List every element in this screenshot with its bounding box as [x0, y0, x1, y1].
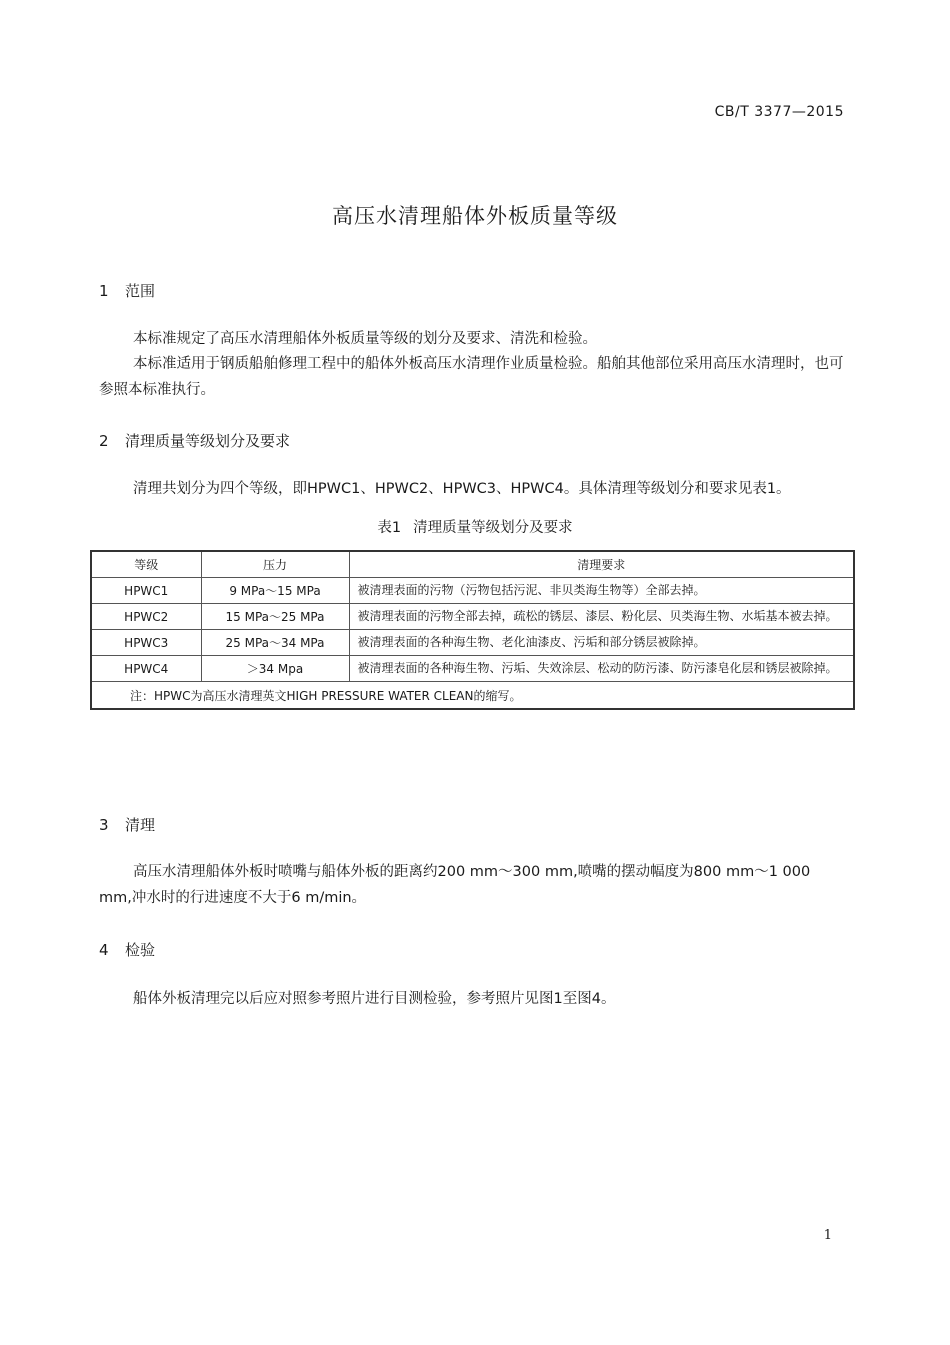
- standard-code: CB/T 3377—2015: [714, 104, 844, 120]
- pressure-cell: ＞34 Mpa: [201, 656, 349, 682]
- header-requirement: 清理要求: [349, 551, 854, 578]
- grade-cell: HPWC2: [91, 604, 201, 630]
- section-title: 范围: [125, 282, 156, 300]
- section-1-heading: [99, 280, 155, 301]
- section-2-heading: [99, 430, 290, 451]
- table-1-caption: [0, 516, 950, 537]
- section-title: 清理质量等级划分及要求: [125, 432, 291, 450]
- section-3-heading: [99, 814, 155, 835]
- section-1-paragraph-2: 本标准适用于钢质船舶修理工程中的船体外板高压水清理作业质量检验。船舶其他部位采用高压水清理时，也可参照本标准执行。: [99, 356, 844, 398]
- section-title: 清理: [125, 816, 156, 834]
- pressure-cell: 15 MPa～25 MPa: [201, 604, 349, 630]
- section-number: 3: [99, 816, 109, 834]
- table-header-row: [91, 551, 854, 578]
- section-number: 4: [99, 941, 109, 959]
- requirement-cell: 被清理表面的各种海生物、老化油漆皮、污垢和部分锈层被除掉。: [349, 630, 854, 656]
- requirement-cell: 被清理表面的各种海生物、污垢、失效涂层、松动的防污漆、防污漆皂化层和锈层被除掉。: [349, 656, 854, 682]
- section-number: 1: [99, 282, 109, 300]
- table-title: 清理质量等级划分及要求: [413, 520, 573, 536]
- section-1-paragraph-1: 本标准规定了高压水清理船体外板质量等级的划分及要求、清洗和检验。: [133, 331, 597, 347]
- table-row: [91, 604, 854, 630]
- pressure-cell: 25 MPa～34 MPa: [201, 630, 349, 656]
- requirements-table: [90, 550, 855, 710]
- table-row: [91, 578, 854, 604]
- table-row: [91, 656, 854, 682]
- section-title: 检验: [125, 941, 156, 959]
- grade-cell: HPWC4: [91, 656, 201, 682]
- table-note-row: [91, 682, 854, 710]
- section-3-paragraph: 高压水清理船体外板时喷嘴与船体外板的距离约200 mm～300 mm,喷嘴的摆动幅度为800 mm～1 000 mm,冲水时的行进速度不大于6 m/min。: [99, 864, 811, 906]
- table-number: 表1: [377, 520, 402, 536]
- requirement-cell: 被清理表面的污物全部去掉，疏松的锈层、漆层、粉化层、贝类海生物、水垢基本被去掉。: [349, 604, 854, 630]
- table-row: [91, 630, 854, 656]
- section-number: 2: [99, 432, 109, 450]
- document-title: 高压水清理船体外板质量等级: [332, 204, 618, 228]
- requirement-cell: 被清理表面的污物（污物包括污泥、非贝类海生物等）全部去掉。: [349, 578, 854, 604]
- section-2-paragraph: 清理共划分为四个等级，即HPWC1、HPWC2、HPWC3、HPWC4。具体清理等级划分和要求见表1。: [133, 481, 791, 497]
- header-pressure: 压力: [201, 551, 349, 578]
- grade-cell: HPWC3: [91, 630, 201, 656]
- grade-cell: HPWC1: [91, 578, 201, 604]
- section-4-heading: [99, 939, 155, 960]
- header-grade: 等级: [91, 551, 201, 578]
- section-4-paragraph: 船体外板清理完以后应对照参考照片进行目测检验，参考照片见图1至图4。: [133, 991, 616, 1007]
- table-note: 注：HPWC为高压水清理英文HIGH PRESSURE WATER CLEAN的缩写。: [91, 682, 854, 710]
- pressure-cell: 9 MPa～15 MPa: [201, 578, 349, 604]
- page-number: 1: [823, 1228, 832, 1243]
